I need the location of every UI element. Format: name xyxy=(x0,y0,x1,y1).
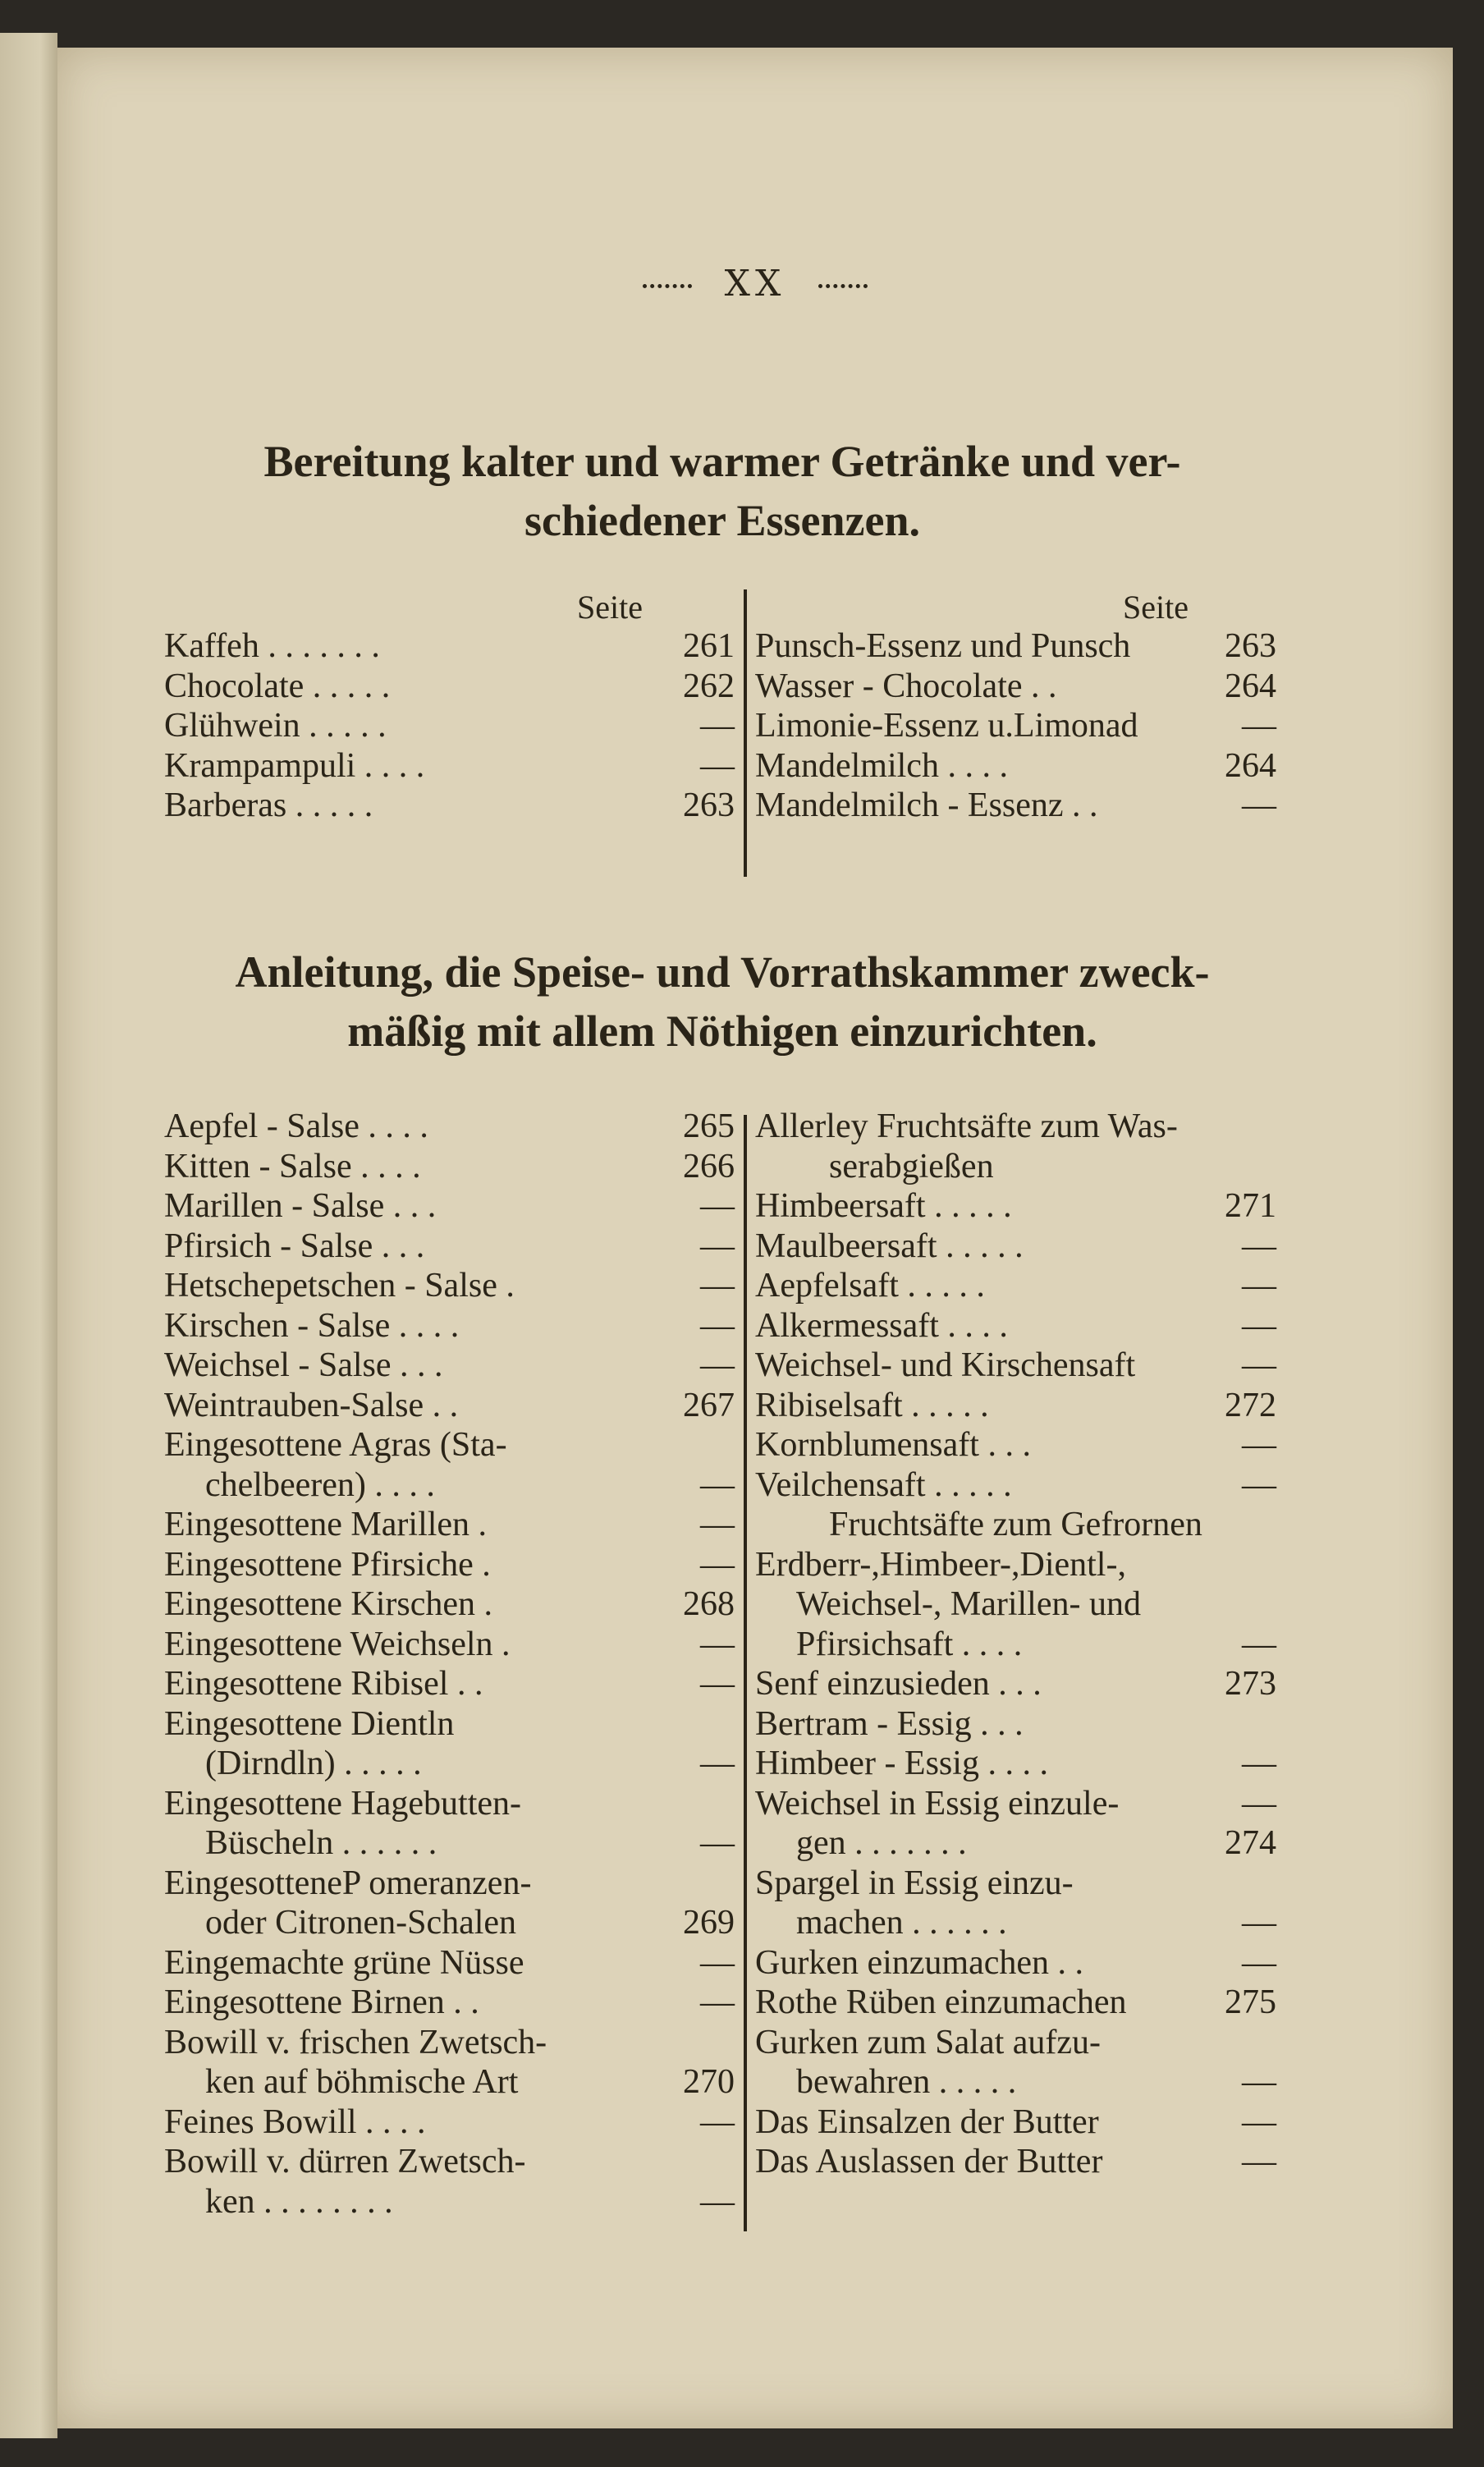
entry-page: — xyxy=(1242,1267,1276,1305)
entry-title: Eingesottene Weichseln . xyxy=(164,1625,511,1663)
entry-title: Alkermessaft . . . . xyxy=(755,1306,1008,1345)
entry-title: Eingesottene Hagebutten- xyxy=(164,1784,522,1823)
entry-title: Pfirsich - Salse . . . xyxy=(164,1227,425,1265)
entry-page: 273 xyxy=(1225,1665,1276,1703)
entry-page: 266 xyxy=(683,1147,735,1185)
entry-page: 264 xyxy=(1225,667,1276,705)
entry-page: — xyxy=(1242,2063,1276,2101)
section1-title xyxy=(164,432,1280,550)
entry-title: Chocolate . . . . . xyxy=(164,667,391,705)
entry-page: 262 xyxy=(683,667,735,705)
entry-title: Eingesottene Kirschen . xyxy=(164,1585,493,1623)
entry-title: Aepfelsaft . . . . . xyxy=(755,1267,985,1305)
index-entry xyxy=(755,626,1276,667)
index-entry xyxy=(164,1744,735,1784)
section2-left-column xyxy=(164,1107,735,2222)
index-entry xyxy=(755,1107,1276,1147)
index-entry xyxy=(164,1227,735,1267)
entry-title: Eingesottene Ribisel . . xyxy=(164,1665,483,1703)
seite-label-left: Seite xyxy=(577,589,643,626)
column-divider xyxy=(744,589,747,877)
entry-page: 269 xyxy=(683,1904,735,1942)
entry-page: — xyxy=(1242,1346,1276,1384)
index-entry xyxy=(164,2102,735,2143)
index-entry xyxy=(164,1386,735,1426)
index-entry xyxy=(755,2023,1276,2063)
entry-page: — xyxy=(700,1943,735,1982)
index-entry xyxy=(164,1346,735,1386)
entry-page: — xyxy=(700,746,735,785)
index-entry xyxy=(164,2142,735,2182)
entry-title: Rothe Rüben einzumachen xyxy=(755,1983,1127,2021)
entry-title: Ribiselsaft . . . . . xyxy=(755,1386,989,1424)
index-entry xyxy=(755,1465,1276,1506)
entry-page: 263 xyxy=(1225,627,1276,665)
entry-page: — xyxy=(700,2102,735,2141)
entry-page: — xyxy=(1242,1625,1276,1663)
entry-title: Himbeersaft . . . . . xyxy=(755,1187,1012,1225)
section1-right-column xyxy=(755,626,1276,826)
index-entry xyxy=(755,1864,1276,1904)
index-entry xyxy=(755,667,1276,707)
section2-right-column xyxy=(755,1107,1276,2182)
entry-title: Weichsel - Salse . . . xyxy=(164,1346,443,1384)
entry-page: — xyxy=(700,707,735,745)
entry-page: 264 xyxy=(1225,746,1276,785)
entry-page: — xyxy=(1242,1784,1276,1823)
index-entry xyxy=(164,1425,735,1465)
section2-title-line2: mäßig mit allem Nöthigen einzurichten. xyxy=(347,1007,1097,1056)
entry-title: Weintrauben-Salse . . xyxy=(164,1386,459,1424)
index-entry xyxy=(164,667,735,707)
entry-title: ken . . . . . . . . xyxy=(205,2182,393,2221)
index-entry xyxy=(164,1864,735,1904)
entry-title: Punsch-Essenz und Punsch xyxy=(755,627,1131,665)
index-entry xyxy=(164,1584,735,1625)
index-entry xyxy=(164,1664,735,1704)
index-entry xyxy=(755,706,1276,746)
entry-page: — xyxy=(700,1306,735,1345)
entry-page: — xyxy=(1242,1745,1276,1782)
index-entry xyxy=(164,1903,735,1943)
index-entry xyxy=(164,1704,735,1745)
entry-page: — xyxy=(1242,2102,1276,2141)
index-entry xyxy=(164,2023,735,2063)
entry-page: — xyxy=(700,2182,735,2221)
entry-title: Aepfel - Salse . . . . xyxy=(164,1107,428,1145)
index-entry xyxy=(755,2142,1276,2182)
entry-page: — xyxy=(1242,1227,1276,1265)
index-entry xyxy=(164,626,735,667)
section1-title-line1: Bereitung kalter und warmer Getränke und ver- xyxy=(263,437,1181,486)
index-entry xyxy=(755,746,1276,786)
index-entry xyxy=(755,1346,1276,1386)
entry-title: ken auf böhmische Art xyxy=(205,2063,519,2101)
entry-title: Eingesottene Marillen . xyxy=(164,1506,488,1543)
entry-title: Erdberr-,Himbeer-,Dientl-, xyxy=(755,1545,1126,1584)
entry-title: Veilchensaft . . . . . xyxy=(755,1465,1012,1504)
index-entry xyxy=(755,1704,1276,1745)
index-entry xyxy=(755,1186,1276,1227)
entry-title: chelbeeren) . . . . xyxy=(205,1465,435,1504)
entry-page: — xyxy=(1242,1943,1276,1982)
entry-title: Maulbeersaft . . . . . xyxy=(755,1227,1024,1265)
entry-page: — xyxy=(700,1267,735,1305)
index-entry xyxy=(164,1784,735,1824)
book-page xyxy=(57,48,1453,2428)
index-entry xyxy=(755,2102,1276,2143)
entry-title: Allerley Fruchtsäfte zum Was- xyxy=(755,1107,1178,1145)
entry-title: Spargel in Essig einzu- xyxy=(755,1864,1074,1902)
entry-title: Glühwein . . . . . xyxy=(164,707,387,745)
index-entry xyxy=(755,1744,1276,1784)
entry-page: — xyxy=(700,1824,735,1862)
entry-title: Kirschen - Salse . . . . xyxy=(164,1306,460,1345)
entry-page: 261 xyxy=(683,627,735,665)
entry-page: 272 xyxy=(1225,1386,1276,1424)
entry-title: Eingemachte grüne Nüsse xyxy=(164,1943,524,1982)
index-entry xyxy=(755,1505,1276,1545)
index-entry xyxy=(164,786,735,826)
seite-label-right: Seite xyxy=(1123,589,1189,626)
entry-title: Eingesottene Dientln xyxy=(164,1704,455,1743)
ornament-right xyxy=(818,284,868,288)
section1-left-column xyxy=(164,626,735,826)
index-entry xyxy=(755,1823,1276,1864)
entry-title: gen . . . . . . . xyxy=(796,1824,967,1862)
entry-title: oder Citronen-Schalen xyxy=(205,1904,517,1942)
entry-title: Fruchtsäfte zum Gefrornen xyxy=(829,1506,1202,1543)
entry-page: — xyxy=(1242,1904,1276,1942)
entry-title: Feines Bowill . . . . xyxy=(164,2102,426,2141)
index-entry xyxy=(164,1306,735,1346)
entry-page: 270 xyxy=(683,2063,735,2101)
book-spine-edge xyxy=(0,33,57,2438)
entry-page: — xyxy=(700,1346,735,1384)
entry-title: Weichsel-, Marillen- und xyxy=(796,1585,1141,1623)
entry-title: machen . . . . . . xyxy=(796,1904,1007,1942)
entry-title: Himbeer - Essig . . . . xyxy=(755,1745,1048,1782)
index-entry xyxy=(755,1425,1276,1465)
entry-title: Mandelmilch . . . . xyxy=(755,746,1008,785)
index-entry xyxy=(755,1943,1276,1983)
entry-title: (Dirndln) . . . . . xyxy=(205,1745,422,1782)
entry-page: 271 xyxy=(1225,1187,1276,1225)
entry-page: — xyxy=(700,1227,735,1265)
index-entry xyxy=(755,1147,1276,1187)
column-divider xyxy=(744,1115,747,2231)
entry-title: Kaffeh . . . . . . . xyxy=(164,627,380,665)
index-entry xyxy=(755,1584,1276,1625)
index-entry xyxy=(164,1983,735,2023)
section2-title-line1: Anleitung, die Speise- und Vorrathskammer zweck- xyxy=(235,947,1210,997)
entry-page: — xyxy=(1242,1306,1276,1345)
entry-page: — xyxy=(1242,707,1276,745)
index-entry xyxy=(755,2062,1276,2102)
entry-page: — xyxy=(700,1506,735,1543)
index-entry xyxy=(755,1784,1276,1824)
index-entry xyxy=(164,1545,735,1585)
entry-title: Marillen - Salse . . . xyxy=(164,1187,437,1225)
ornament-left xyxy=(643,284,692,288)
index-entry xyxy=(164,746,735,786)
entry-title: Krampampuli . . . . xyxy=(164,746,425,785)
index-entry xyxy=(164,2182,735,2222)
entry-title: serabgießen xyxy=(829,1147,994,1185)
entry-page: — xyxy=(1242,786,1276,824)
entry-title: Barberas . . . . . xyxy=(164,786,373,824)
index-entry xyxy=(755,1983,1276,2023)
entry-page: — xyxy=(700,1983,735,2021)
index-entry xyxy=(164,1625,735,1665)
index-entry xyxy=(164,1107,735,1147)
entry-title: EingesotteneP omeranzen- xyxy=(164,1864,532,1902)
index-entry xyxy=(755,1545,1276,1585)
entry-title: Gurken einzumachen . . xyxy=(755,1943,1084,1982)
entry-title: Kornblumensaft . . . xyxy=(755,1426,1031,1464)
index-entry xyxy=(164,1186,735,1227)
entry-page: — xyxy=(700,1465,735,1504)
section2-title xyxy=(164,942,1280,1061)
entry-title: Das Einsalzen der Butter xyxy=(755,2102,1099,2141)
entry-title: Wasser - Chocolate . . xyxy=(755,667,1057,705)
entry-page: — xyxy=(1242,2143,1276,2180)
entry-title: Eingesottene Birnen . . xyxy=(164,1983,479,2021)
index-entry xyxy=(755,1664,1276,1704)
index-entry xyxy=(164,2062,735,2102)
entry-title: Gurken zum Salat aufzu- xyxy=(755,2023,1102,2061)
entry-title: Hetschepetschen - Salse . xyxy=(164,1267,515,1305)
entry-title: Kitten - Salse . . . . xyxy=(164,1147,421,1185)
entry-title: Eingesottene Pfirsiche . xyxy=(164,1545,491,1584)
entry-page: — xyxy=(700,1545,735,1584)
entry-page: 263 xyxy=(683,786,735,824)
entry-title: Weichsel- und Kirschensaft xyxy=(755,1346,1136,1384)
index-entry xyxy=(164,1823,735,1864)
index-entry xyxy=(755,1306,1276,1346)
entry-title: Weichsel in Essig einzule- xyxy=(755,1784,1120,1823)
entry-title: Bertram - Essig . . . xyxy=(755,1704,1024,1743)
index-entry xyxy=(755,1386,1276,1426)
entry-title: Bowill v. dürren Zwetsch- xyxy=(164,2143,526,2180)
entry-page: 268 xyxy=(683,1585,735,1623)
index-entry xyxy=(755,1903,1276,1943)
index-entry xyxy=(755,1266,1276,1306)
page-header xyxy=(57,263,1453,305)
entry-title: Limonie-Essenz u.Limonad xyxy=(755,707,1138,745)
index-entry xyxy=(164,1943,735,1983)
entry-page: 265 xyxy=(683,1107,735,1145)
entry-page: 275 xyxy=(1225,1983,1276,2021)
page-number: XX xyxy=(724,263,786,305)
entry-page: — xyxy=(1242,1426,1276,1464)
index-entry xyxy=(164,1465,735,1506)
index-entry xyxy=(164,1266,735,1306)
index-entry xyxy=(755,1625,1276,1665)
entry-title: Pfirsichsaft . . . . xyxy=(796,1625,1023,1663)
index-entry xyxy=(755,786,1276,826)
entry-title: bewahren . . . . . xyxy=(796,2063,1017,2101)
entry-page: 267 xyxy=(683,1386,735,1424)
entry-title: Eingesottene Agras (Sta- xyxy=(164,1426,507,1464)
entry-title: Büscheln . . . . . . xyxy=(205,1824,437,1862)
entry-page: 274 xyxy=(1225,1824,1276,1862)
entry-title: Bowill v. frischen Zwetsch- xyxy=(164,2023,547,2061)
entry-page: — xyxy=(700,1625,735,1663)
entry-page: — xyxy=(700,1187,735,1225)
section1-title-line2: schiedener Essenzen. xyxy=(524,496,920,545)
index-entry xyxy=(755,1227,1276,1267)
entry-title: Das Auslassen der Butter xyxy=(755,2143,1103,2180)
index-entry xyxy=(164,1505,735,1545)
index-entry xyxy=(164,1147,735,1187)
index-entry xyxy=(164,706,735,746)
entry-page: — xyxy=(1242,1465,1276,1504)
entry-page: — xyxy=(700,1665,735,1703)
entry-page: — xyxy=(700,1745,735,1782)
entry-title: Mandelmilch - Essenz . . xyxy=(755,786,1098,824)
entry-title: Senf einzusieden . . . xyxy=(755,1665,1042,1703)
